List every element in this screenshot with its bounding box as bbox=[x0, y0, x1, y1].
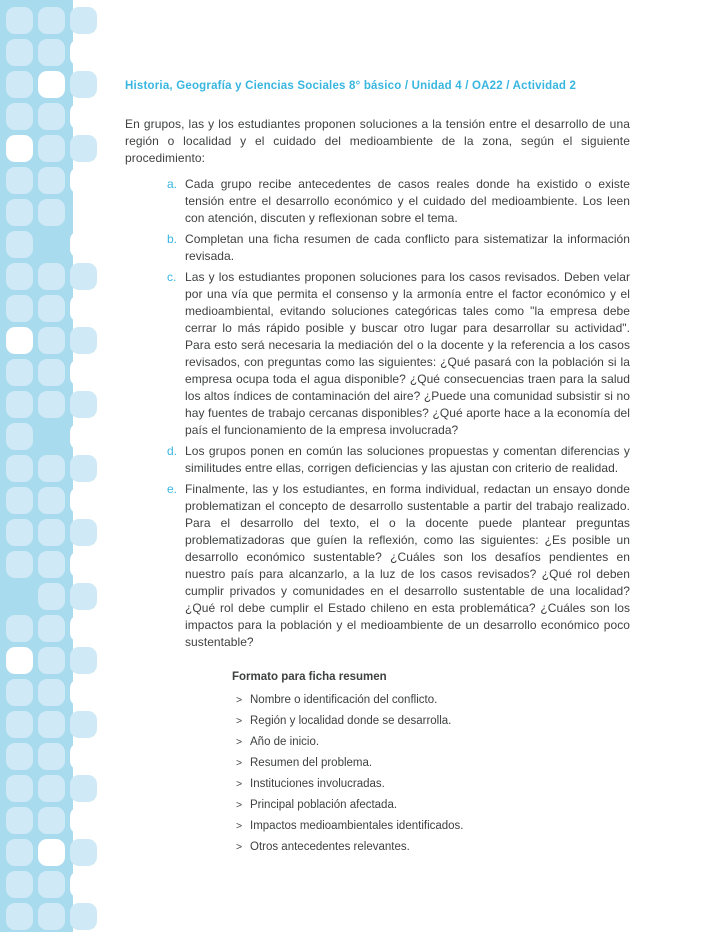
item-letter: e. bbox=[167, 482, 178, 496]
item-text: Finalmente, las y los estudiantes, en forma individual, redactan un ensayo donde problematizan el concepto de desarrollo sustentable a partir del trabajo realizado. Para el desarrollo del texto, el o la docente puede plantear preguntas problematizadoras que guíen la reflexión, como las siguientes: ¿Es posible un desarrollo económico sustentable? ¿Cuáles son los desafíos pendientes en nuestro país para alcanzarlo, a la luz de los casos revisados? ¿Qué rol deben cumplir privados y comunidades en el desarrollo sustentable de una localidad? ¿Qué rol debe cumplir el Estado chileno en esta problemática? ¿Cuáles son los impactos para la población y el medioambiente de un desarrollo económico poco sustentable? bbox=[185, 482, 630, 649]
item-text: Cada grupo recibe antecedentes de casos reales donde ha existido o existe tensión entre el desarrollo económico y el cuidado del medioambiente. Los leen con atención, discuten y reflexionan sobre el tema. bbox=[185, 177, 630, 225]
chevron-bullet: > bbox=[236, 820, 243, 832]
ficha-item-text: Resumen del problema. bbox=[250, 757, 373, 769]
procedure-item-a bbox=[167, 176, 630, 227]
page-title: Historia, Geografía y Ciencias Sociales 8° básico / Unidad 4 / OA22 / Actividad 2 bbox=[125, 80, 577, 92]
procedure-item-e bbox=[167, 481, 630, 651]
ficha-item bbox=[236, 732, 630, 753]
ficha-item bbox=[236, 816, 630, 837]
ficha-heading: Formato para ficha resumen bbox=[232, 671, 387, 683]
ficha-item-text: Otros antecedentes relevantes. bbox=[250, 841, 410, 853]
chevron-bullet: > bbox=[236, 841, 243, 853]
chevron-bullet: > bbox=[236, 694, 243, 706]
ficha-item bbox=[236, 753, 630, 774]
document-page bbox=[125, 80, 630, 858]
mosaic-tiles-graphic bbox=[0, 0, 100, 932]
procedure-item-b bbox=[167, 231, 630, 265]
chevron-bullet: > bbox=[236, 799, 243, 811]
item-text: Los grupos ponen en común las soluciones propuestas y comentan diferencias y similitudes entre ellas, corrigen deficiencias y las ajustan con criterio de realidad. bbox=[185, 444, 630, 475]
procedure-item-d bbox=[167, 443, 630, 477]
ficha-item-text: Nombre o identificación del conflicto. bbox=[250, 694, 438, 706]
decorative-sidebar-pattern bbox=[0, 0, 100, 932]
item-letter: d. bbox=[167, 444, 178, 458]
ficha-item bbox=[236, 690, 630, 711]
item-letter: a. bbox=[167, 177, 178, 191]
ficha-item bbox=[236, 711, 630, 732]
chevron-bullet: > bbox=[236, 757, 243, 769]
ficha-item bbox=[236, 837, 630, 858]
ficha-item bbox=[236, 795, 630, 816]
intro-paragraph: En grupos, las y los estudiantes proponen soluciones a la tensión entre el desarrollo de una región o localidad y el cuidado del medioambiente de la zona, según el siguiente procedimiento: bbox=[125, 117, 630, 165]
item-letter: c. bbox=[167, 270, 177, 284]
chevron-bullet: > bbox=[236, 778, 243, 790]
ficha-item-text: Principal población afectada. bbox=[250, 799, 398, 811]
chevron-bullet: > bbox=[236, 736, 243, 748]
ficha-item-text: Región y localidad donde se desarrolla. bbox=[250, 715, 452, 727]
ficha-resumen-block bbox=[232, 671, 630, 858]
chevron-bullet: > bbox=[236, 715, 243, 727]
item-text: Las y los estudiantes proponen soluciones para los casos revisados. Deben velar por una vía que permita el consenso y la armonía entre el factor económico y el medioambiental, evitando soluciones categóricas tales como "la empresa debe cerrar lo más rápido posible y buscar otro lugar para desarrollar su actividad". Para esto será necesaria la mediación del o la docente y la referencia a los casos revisados, con preguntas como las siguientes: ¿Qué pasará con la población si la empresa ocupa toda el agua disponible? ¿Qué consecuencias traen para la salud los altos índices de contaminación del aire? ¿Puede una comunidad subsistir si no hay fuentes de trabajo cercanas disponibles? ¿Qué aporte hace a la economía del país el funcionamiento de la empresa involucrada? bbox=[185, 270, 630, 437]
ficha-item-text: Año de inicio. bbox=[250, 736, 320, 748]
procedure-item-c bbox=[167, 269, 630, 439]
item-text: Completan una ficha resumen de cada conflicto para sistematizar la información revisada. bbox=[185, 232, 630, 263]
item-letter: b. bbox=[167, 232, 178, 246]
ficha-item-text: Instituciones involucradas. bbox=[250, 778, 385, 790]
ficha-list bbox=[232, 690, 630, 858]
ficha-item bbox=[236, 774, 630, 795]
ficha-item-text: Impactos medioambientales identificados. bbox=[250, 820, 464, 832]
procedure-list bbox=[167, 176, 630, 651]
